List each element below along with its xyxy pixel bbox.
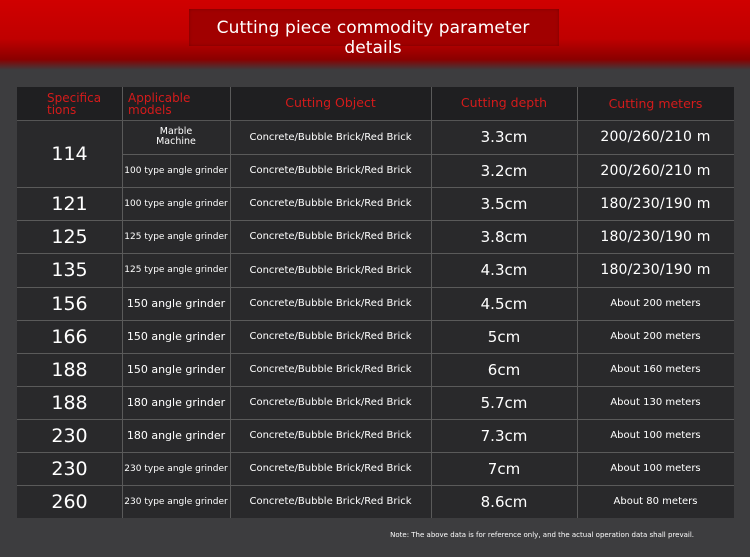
- model-cell: 180 angle grinder: [126, 396, 226, 409]
- model-cell: 230 type angle grinder: [124, 496, 228, 507]
- meters-cell: About 160 meters: [610, 364, 701, 375]
- meters-cell: 200/260/210 m: [600, 129, 711, 145]
- header-meters: Cutting meters: [608, 96, 703, 111]
- model-cell: 230 type angle grinder: [124, 463, 228, 474]
- depth-cell: 3.3cm: [480, 128, 528, 146]
- object-cell: Concrete/Bubble Brick/Red Brick: [249, 131, 412, 143]
- object-cell: Concrete/Bubble Brick/Red Brick: [249, 231, 412, 242]
- spec-cell: 188: [51, 358, 88, 381]
- page-title: Cutting piece commodity parameter details: [216, 18, 530, 58]
- model-cell: [122, 120, 230, 154]
- header-models: [128, 92, 218, 116]
- model-cell: 100 type angle grinder: [124, 198, 228, 209]
- model-cell: 150 angle grinder: [126, 363, 226, 376]
- meters-cell: 180/230/190 m: [600, 262, 711, 278]
- depth-cell: 5cm: [487, 327, 521, 346]
- spec-cell: 156: [51, 292, 88, 315]
- meters-cell: About 200 meters: [610, 331, 701, 342]
- object-cell: Concrete/Bubble Brick/Red Brick: [249, 165, 412, 176]
- depth-cell: 7cm: [487, 459, 521, 478]
- spec-cell: 121: [51, 192, 88, 215]
- header-spec-line1: Specifica: [47, 91, 102, 105]
- depth-cell: 3.8cm: [480, 227, 528, 246]
- model-cell: 125 type angle grinder: [124, 231, 228, 242]
- spec-cell: 135: [51, 259, 88, 281]
- object-cell: Concrete/Bubble Brick/Red Brick: [249, 496, 412, 507]
- spec-cell: 114: [51, 142, 88, 165]
- object-cell: Concrete/Bubble Brick/Red Brick: [249, 463, 412, 474]
- model-cell: 125 type angle grinder: [124, 265, 228, 275]
- object-cell: Concrete/Bubble Brick/Red Brick: [249, 264, 412, 276]
- object-cell: Concrete/Bubble Brick/Red Brick: [249, 298, 412, 309]
- object-cell: Concrete/Bubble Brick/Red Brick: [249, 364, 412, 375]
- depth-cell: 4.5cm: [480, 294, 528, 313]
- meters-cell: 180/230/190 m: [600, 228, 711, 245]
- spec-cell: 260: [51, 490, 88, 513]
- model-line: Machine: [156, 136, 196, 147]
- meters-cell: About 100 meters: [610, 430, 701, 441]
- meters-cell: About 80 meters: [613, 496, 698, 507]
- header-spec-line2: tions: [47, 103, 77, 117]
- spec-cell: 188: [51, 391, 88, 414]
- spec-cell: 230: [51, 457, 88, 480]
- model-cell: 180 angle grinder: [126, 429, 226, 442]
- depth-cell: 6cm: [487, 360, 521, 379]
- model-cell: 150 angle grinder: [126, 297, 226, 310]
- spec-cell: 166: [51, 325, 88, 348]
- meters-cell: 180/230/190 m: [600, 195, 711, 212]
- spec-cell: 230: [51, 424, 88, 447]
- object-cell: Concrete/Bubble Brick/Red Brick: [249, 198, 412, 209]
- header-models-line1: Applicable: [128, 91, 191, 105]
- object-cell: Concrete/Bubble Brick/Red Brick: [249, 397, 412, 408]
- depth-cell: 5.7cm: [480, 393, 528, 412]
- header-models-line2: models: [128, 103, 172, 117]
- object-cell: Concrete/Bubble Brick/Red Brick: [249, 430, 412, 441]
- header-object: Cutting Object: [285, 95, 376, 110]
- model-line: Marble: [159, 126, 193, 137]
- meters-cell: About 100 meters: [610, 463, 701, 474]
- meters-cell: About 200 meters: [610, 298, 701, 309]
- depth-cell: 3.2cm: [480, 161, 528, 180]
- depth-cell: 8.6cm: [480, 492, 528, 511]
- depth-cell: 3.5cm: [480, 194, 528, 213]
- meters-cell: About 130 meters: [610, 397, 701, 408]
- model-cell: 150 angle grinder: [126, 330, 226, 343]
- footnote: Note: The above data is for reference only, and the actual operation data shall prevail.: [390, 531, 694, 539]
- meters-cell: 200/260/210 m: [600, 162, 711, 179]
- depth-cell: 4.3cm: [480, 261, 528, 279]
- header-spec: [47, 92, 107, 116]
- depth-cell: 7.3cm: [480, 426, 528, 445]
- spec-cell: 125: [51, 225, 88, 248]
- title-box: [189, 9, 559, 58]
- object-cell: Concrete/Bubble Brick/Red Brick: [249, 331, 412, 342]
- header-depth: Cutting depth: [460, 95, 548, 110]
- model-cell: 100 type angle grinder: [124, 165, 228, 176]
